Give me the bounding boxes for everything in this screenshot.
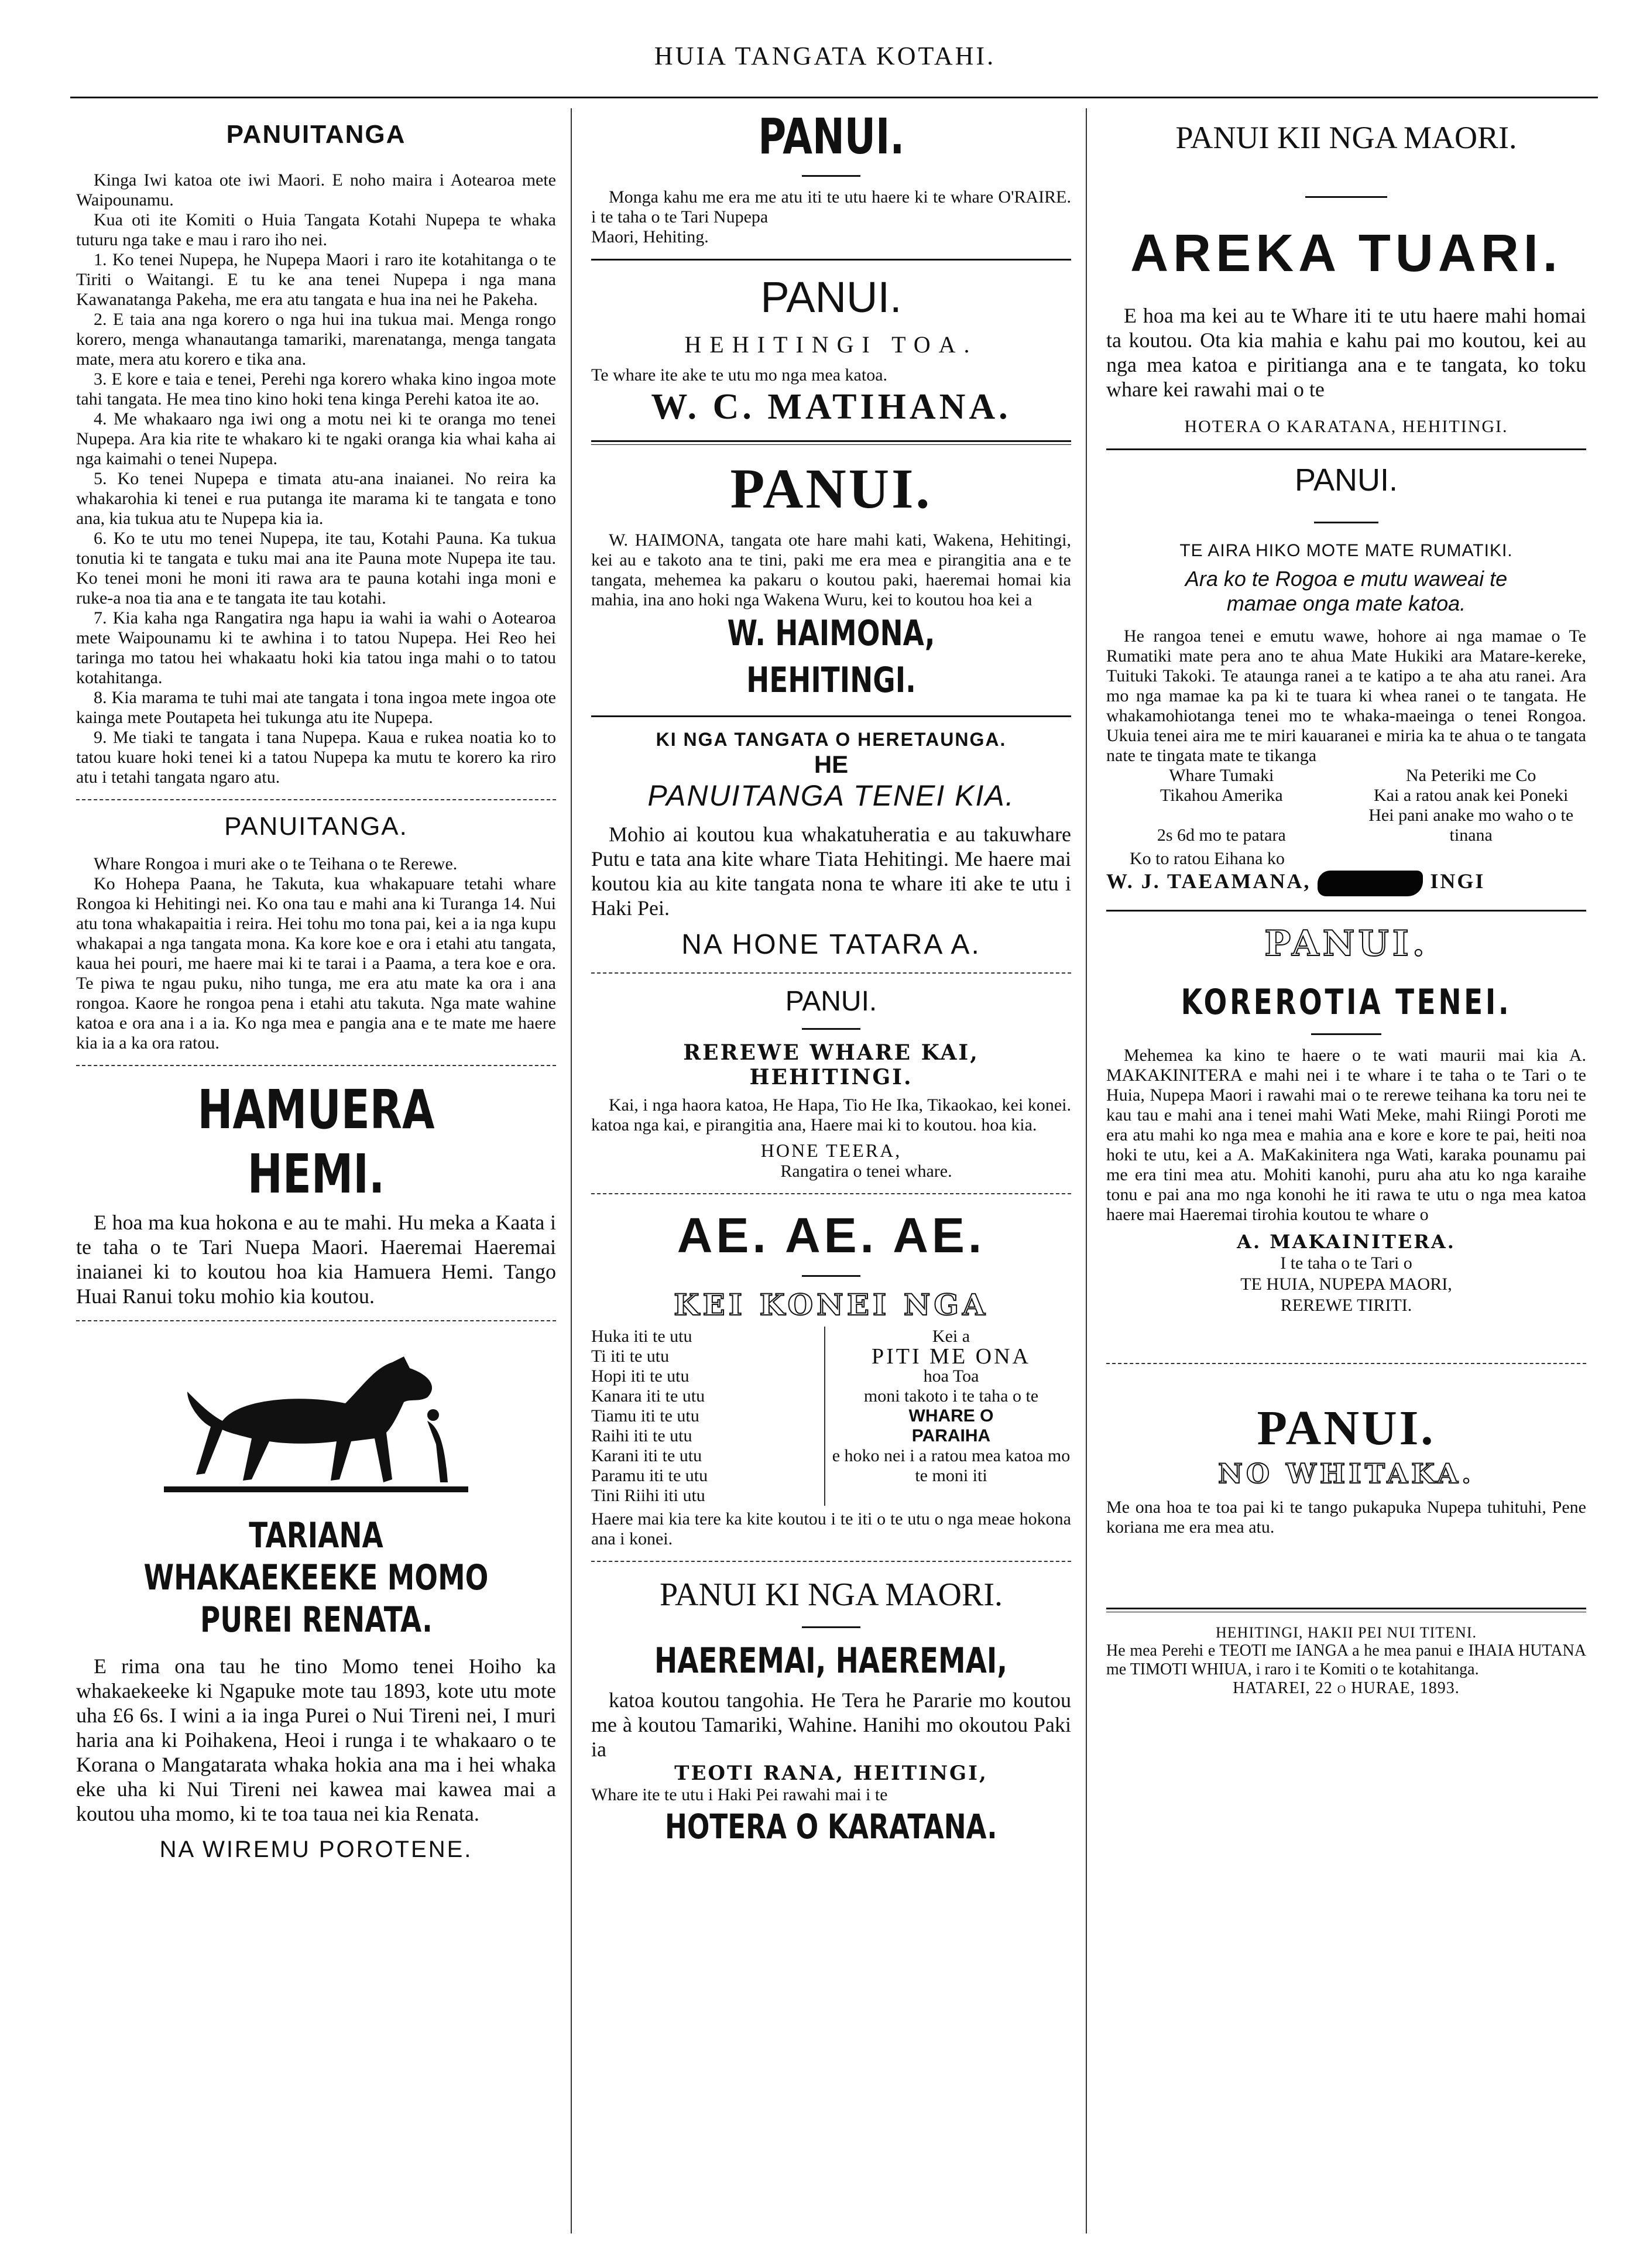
masthead-rule	[70, 97, 1598, 98]
rumatiki-head: TE AIRA HIKO MOTE MATE RUMATIKI.	[1179, 541, 1513, 560]
rumatiki-l2: Tikahou Amerika	[1160, 786, 1283, 805]
rumatiki-l1: Whare Tumaki	[1169, 766, 1274, 785]
tariana-title-2: PUREI RENATA.	[200, 1599, 433, 1640]
divider	[76, 1320, 556, 1321]
column-3	[1106, 108, 1586, 2239]
divider-short	[802, 1275, 860, 1277]
oraire-place: Maori, Hehiting.	[591, 227, 709, 246]
column-2	[591, 108, 1071, 2239]
tariana-title-wrap	[76, 1515, 556, 1599]
whitaka-body: Me ona hoa te toa pai ki te tango pukapuka Nupepa tuhituhi, Pene koriana me era mea atu.	[1106, 1498, 1586, 1537]
list-item: Paramu iti te utu	[591, 1466, 708, 1485]
ae-foot: Haere mai kia tere ka kite koutou i te iti o te utu o nga meae hokona ana i konei.	[591, 1509, 1071, 1548]
ae-sub: KEI KONEI NGA	[674, 1287, 989, 1322]
kii-title: PANUI KII NGA MAORI.	[1175, 120, 1517, 155]
divider	[76, 1065, 556, 1066]
matihana-sub: HEHITINGI TOA.	[684, 331, 978, 358]
divider-short	[802, 1626, 860, 1628]
haimona-sign-wrap	[591, 610, 1071, 704]
divider	[1106, 910, 1586, 912]
panuitanga-1-title: PANUITANGA	[226, 120, 406, 149]
heretaunga-body: Mohio ai koutou kua whakatuheratia e au takuwhare Putu e tata ana kite whare Tiata Hehitingi. Me haere mai koutou kia au kite tangata nona te whare iti ake te utu i Haki Pei.	[591, 823, 1071, 920]
divider-short	[802, 1028, 860, 1030]
hamuera-title: HAMUERA HEMI.	[197, 1078, 435, 1205]
teera-sub2: HEHITINGI.	[749, 1065, 913, 1090]
list-item: Raihi iti te utu	[591, 1426, 692, 1445]
divider	[591, 259, 1071, 261]
rumatiki-sub1: Ara ko te Rogoa e mutu waweai te	[1185, 567, 1508, 591]
heretaunga-he: HE	[814, 751, 849, 778]
teera-sign: HONE TEERA,	[760, 1140, 902, 1161]
list-item: Kanara iti te utu	[591, 1386, 705, 1406]
maori-title: PANUI KI NGA MAORI.	[660, 1577, 1003, 1613]
divider-short	[1305, 196, 1387, 198]
korerotia-addr2: TE HUIA, NUPEPA MAORI,	[1240, 1275, 1452, 1294]
matihana-sign: W. C. MATIHANA.	[651, 387, 1011, 427]
masthead: HUIA TANGATA KOTAHI.	[654, 42, 996, 70]
divider	[591, 1193, 1071, 1194]
list-item: Tiamu iti te utu	[591, 1406, 699, 1426]
panuitanga-1-item: 3. E kore e taia e tenei, Perehi nga korero whaka kino ingoa mote tahi tangata. He mea tino kino hoki tena kinga Perehi katoa ite ao.	[76, 369, 556, 409]
panuitanga-1-item: 5. Ko tenei Nupepa e timata atu-ana inaianei. No reira ka whakarohia ki tenei e rua putanga ite marama ki te tangata e tono ana, kia tukua atu te Nupepa kia ia.	[76, 469, 556, 528]
panuitanga-1-item: 9. Me tiaki te tangata i tana Nupepa. Kaua e rukea noatia ko to tatou kuare hoki tenei ki a tatou Nupepa ka mutu te korero ka riro atu i tetahi tangata ngaro atu.	[76, 728, 556, 787]
teera-sub1: REREWE WHARE KAI,	[683, 1040, 979, 1065]
list-item: Huka iti te utu	[591, 1327, 692, 1346]
divider	[1106, 1608, 1586, 1612]
rumatiki-table	[1106, 766, 1586, 845]
oraire-body: Monga kahu me era me atu iti te utu haere ki te whare O'RAIRE. i te taha o te Tari Nupepa	[591, 187, 1071, 227]
korerotia-addr3: REREWE TIRITI.	[1280, 1296, 1412, 1315]
heretaunga-title: PANUITANGA TENEI KIA.	[647, 779, 1015, 812]
panuitanga-1-intro1: Kinga Iwi katoa ote iwi Maori. E noho maira i Aotearoa mete Waipounamu.	[76, 170, 556, 210]
maori-sub: HAEREMAI, HAEREMAI,	[654, 1640, 1008, 1681]
panuitanga-1-item: 6. Ko te utu mo tenei Nupepa, ite tau, Kotahi Pauna. Ka tukua tonutia ki te tangata e tuku mai ana ite Pauna mote Nupepa ite tau. Ko tenei moni he moni iti rawa ara te pauna kotahi inga moni e ruke-a noa tia ana e te tangata ite tau kotahi.	[76, 529, 556, 608]
rumatiki-body: He rangoa tenei e emutu wawe, hohore ai nga mamae o Te Rumatiki mate pera ano te ahua Mate Hukiki ara Matare-kereke, Tuituki Takoki. Te ataunga ranei a te katipo a te aha atu ranei. Ara mo nga mamae ka pa ki te tuara ki whea ranei o te tangata. He whakamohiotanga tenei mo te whaka-maeinga o tenei Rongoa. Ukuia tenei aira me te miri kauaranei e miria ka te ahua o te tangata nate te tingata mate te tikanga	[1106, 626, 1586, 765]
rumatiki-agent: Ko to ratou Eihana ko	[1130, 849, 1285, 868]
divider	[591, 972, 1071, 974]
heretaunga-sign: NA HONE TATARA A.	[681, 929, 981, 960]
divider	[76, 799, 556, 800]
ae-right-5: WHARE O	[908, 1406, 994, 1426]
teera-sign2: Rangatira o tenei whare.	[780, 1162, 952, 1181]
ae-list-right	[824, 1327, 1071, 1506]
maori-sub-wrap	[591, 1639, 1071, 1683]
imprint-line2: He mea Perehi e TEOTI me IANGA a he mea panui e IHAIA HUTANA me TIMOTI WHIUA, i raro i te Komiti o te kotahitanga.	[1106, 1642, 1586, 1678]
list-item: Karani iti te utu	[591, 1446, 702, 1465]
ae-right-6: PARAIHA	[911, 1426, 991, 1445]
ae-right-7: e hoko nei i a ratou mea katoa mo te moni iti	[832, 1446, 1071, 1485]
korerotia-title: PANUI.	[1264, 923, 1428, 964]
column-1	[76, 108, 556, 2239]
horse-icon	[152, 1333, 480, 1503]
rumatiki-left	[1106, 766, 1337, 845]
ae-right-1: Kei a	[932, 1327, 970, 1346]
divider-short	[802, 175, 860, 177]
haimona-title: PANUI.	[730, 457, 932, 520]
haimona-sign: W. HAIMONA, HEHITINGI.	[727, 613, 935, 701]
ae-list	[591, 1327, 1071, 1506]
rumatiki-sign	[1106, 869, 1586, 898]
oraire-title-wrap	[591, 108, 1071, 165]
maori-body: katoa koutou tangohia. He Tera he Pararie mo koutou me à koutou Tamariki, Wahine. Hanihi mo okoutou Paki ia	[591, 1688, 1071, 1761]
divider	[591, 440, 1071, 445]
panuitanga-1-item: 4. Me whakaaro nga iwi ong a motu nei ki te oranga mo tenei Nupepa. Ara kia rite te whakaro ki te ngaki oranga kia whai kaha ai nga kaimahi o tenei Nupepa.	[76, 409, 556, 468]
divider	[1106, 448, 1586, 450]
maori-sign-wrap	[591, 1805, 1071, 1848]
korerotia-sub: KOREROTIA TENEI.	[1181, 982, 1512, 1023]
divider-short	[1311, 1033, 1381, 1035]
list-item: Ti iti te utu	[591, 1347, 670, 1366]
tariana-title-wrap-2	[76, 1599, 556, 1641]
divider	[1106, 1363, 1586, 1364]
panuitanga-1-item: 7. Kia kaha nga Rangatira nga hapu ia wahi ia wahi o Aotearoa mete Waipounamu ki te awhina i to tatou Nupepa. Hei Reo hei taringa mo tatou hei whakaatu hoki kia tatou inga mahi o to tatou kotahitanga.	[76, 608, 556, 687]
panuitanga-1-item: 2. E taia ana nga korero o nga hui ina tukua mai. Menga rongo korero, menga whanautanga tamariki, marenatanga, menga tangata mate, mera atu korero e tika ana.	[76, 310, 556, 369]
panuitanga-2-title: PANUITANGA.	[224, 812, 408, 841]
heretaunga-head: KI NGA TANGATA O HERETAUNGA.	[656, 729, 1007, 750]
column-rule-1	[571, 108, 572, 2233]
panuitanga-1-intro2: Kua oti ite Komiti o Huia Tangata Kotahi Nupepa te whaka tuturu nga take e mau i raro iho nei.	[76, 210, 556, 249]
rumatiki-sign-b: INGI	[1430, 869, 1486, 893]
rumatiki-sub2: mamae onga mate katoa.	[1226, 591, 1466, 615]
matihana-body: Te whare ite ake te utu mo nga mea katoa.	[591, 365, 888, 385]
rumatiki-r3: Hei pani anake mo waho o te tinana	[1368, 806, 1574, 845]
tariana-sign: NA WIREMU POROTENE.	[159, 1837, 473, 1862]
panuitanga-2-p1: Whare Rongoa i muri ake o te Teihana o te Rerewe.	[94, 854, 458, 873]
maori-body2: Whare ite te utu i Haki Pei rawahi mai i te	[591, 1785, 888, 1804]
hamuera-body: E hoa ma kua hokona e au te mahi. Hu meka a Kaata i te taha o te Tari Nuepa Maori. Haeremai Haeremai inaianei ki to koutou hoa kia Hamuera Hemi. Tango Huai Ranui toku mohio kia koutou.	[76, 1211, 556, 1308]
column-rule-2	[1086, 108, 1087, 2233]
panuitanga-1-item: 8. Kia marama te tuhi mai ate tangata i tona ingoa mete ingoa ote kainga mete Poutapeta hei tukunga atu ite Nupepa.	[76, 688, 556, 727]
imprint-date: HATAREI, 22 o HURAE, 1893.	[1233, 1679, 1460, 1697]
tariana-body: E rima ona tau he tino Momo tenei Hoiho ka whakaekeeke ki Ngapuke mote tau 1893, kote utu mote uha £6 6s. I wini a ia inga Purei o Nui Tireni nei, I muri haria ana ki Poihakena, Heoi i runga i te whakaaro o te Korana o Mangatarata whaka hokia ana ma i hei whaka eke uha ki Nui Tireni nei kawea mai kawea mai a koutou uha momo, ki te toa taua nei kia Renata.	[76, 1654, 556, 1825]
ae-title: AE. AE. AE.	[677, 1208, 986, 1263]
panuitanga-2-p2: Ko Hohepa Paana, he Takuta, kua whakapuare tetahi whare Rongoa ki Hehitingi nei. Ko ona tau e mahi ana ki Turanga 14. Nui atu tona whakapaitia i reira. Hei tohu mo tona pai, kei a ia nga kupu whakapai a nga tangata mona. Ka kore koe e ora i etahi atu tangata, kaua hei pouri, me haere mai ki te tarai i a Paama, a tera koe e ora. Te piwa te ngau puku, niho tunga, me era atu mate ka ora i ana rongoa. Kaore he rongoa pena i etahi atu takuta. Nga mate wahine katoa e ora ana i a ia. Ko nga mea e pangia ana e te mate me haere kia ia a ka ora ratou.	[76, 874, 556, 1053]
matihana-title: PANUI.	[760, 273, 902, 321]
rumatiki-sign-a: W. J. TAEAMANA,	[1106, 869, 1311, 893]
ae-list-left	[591, 1327, 822, 1506]
whitaka-title: PANUI.	[1257, 1401, 1436, 1455]
korerotia-sub-wrap	[1106, 982, 1586, 1023]
oraire-title: PANUI.	[757, 108, 905, 165]
korerotia-addr1: I te taha o te Tari o	[1280, 1253, 1412, 1273]
ae-right-4: moni takoto i te taha o te	[863, 1386, 1039, 1406]
divider	[591, 715, 1071, 717]
rumatiki-l3: 2s 6d mo te patara	[1157, 825, 1286, 845]
list-item: Tini Riihi iti utu	[591, 1486, 705, 1505]
tariana-title-1: TARIANA WHAKAEKEEKE MOMO	[143, 1515, 489, 1598]
imprint-line1: HEHITINGI, HAKII PEI NUI TITENI.	[1216, 1624, 1477, 1641]
hamuera-title-wrap	[76, 1078, 556, 1207]
rumatiki-title: PANUI.	[1294, 462, 1398, 498]
divider	[591, 1561, 1071, 1562]
rumatiki-right	[1356, 766, 1586, 845]
divider-short	[1314, 522, 1378, 523]
list-item: Hopi iti te utu	[591, 1366, 689, 1386]
ae-right-3: hoa Toa	[923, 1366, 979, 1386]
whitaka-sub: NO WHITAKA.	[1218, 1458, 1474, 1489]
ae-right-2: PITI ME ONA	[872, 1344, 1031, 1369]
teera-body: Kai, i nga haora katoa, He Hapa, Tio He Ika, Tikaokao, kei konei. katoa nga kai, e pirangitia ana, Haere mai ki to koutou. hoa kia.	[591, 1095, 1071, 1135]
kii-sign: HOTERA O KARATANA, HEHITINGI.	[1184, 417, 1508, 436]
teera-title: PANUI.	[785, 986, 877, 1017]
haimona-body: W. HAIMONA, tangata ote hare mahi kati, Wakena, Hehitingi, kei au e takoto ana te tini, paki me era mea e pirangitia ana e te tangata, mehemea ka pakaru o koutou paki, haeremai homai kia mahia, ina ano hoki nga Wakena Wuru, kei to koutou hoa kei a	[591, 530, 1071, 609]
kii-big: AREKA TUARI.	[1130, 224, 1562, 283]
korerotia-sign: A. MAKAINITERA.	[1237, 1231, 1456, 1253]
rumatiki-r1: Na Peteriki me Co	[1405, 766, 1536, 785]
panuitanga-1-item: 1. Ko tenei Nupepa, he Nupepa Maori i raro ite kotahitanga o te Tiriti o Waitangi. E tu ke ana tenei Nupepa i nga mana Kawanatanga Pakeha, me era atu tangata e hua ina nei he Pakeha.	[76, 250, 556, 309]
ink-blot-icon	[1318, 871, 1423, 896]
kii-body: E hoa ma kei au te Whare iti te utu haere mahi homai ta koutou. Ota kia mahia e kahu pai mo koutou, kei au nga mea katoa e piritianga ana e te tangata, ko toku whare kei rawahi mai o te	[1106, 304, 1586, 401]
maori-store: TEOTI RANA, HEITINGI,	[674, 1762, 988, 1785]
maori-sign: HOTERA O KARATANA.	[665, 1807, 997, 1846]
rumatiki-r2: Kai a ratou anak kei Poneki	[1374, 786, 1569, 805]
korerotia-body: Mehemea ka kino te haere o te wati maurii mai kia A. MAKAKINITERA e mahi nei i te whare i te taha o te Tari o te Huia, Nupepa Maori i rawahi mai o te rerewe teihana ka toru nei te kau tau e mahi ana i tenei mahi Wati Meke, mahi Riingi Poroti me era atu mahi ko nga mea e mahia ana e kore e kore te pai, heiti noa hoki te utu, kei a A. MaKakinitera nga Wati, karaka pounamu pai me era tini mea atu. Mohiti kanohi, puru aha atu ko nga karaihe tonu e pai ana mo nga konohi he iti rawa te utu o nga mea katoa haere mai Haeremai tirohia koutou te whare o	[1106, 1046, 1586, 1224]
